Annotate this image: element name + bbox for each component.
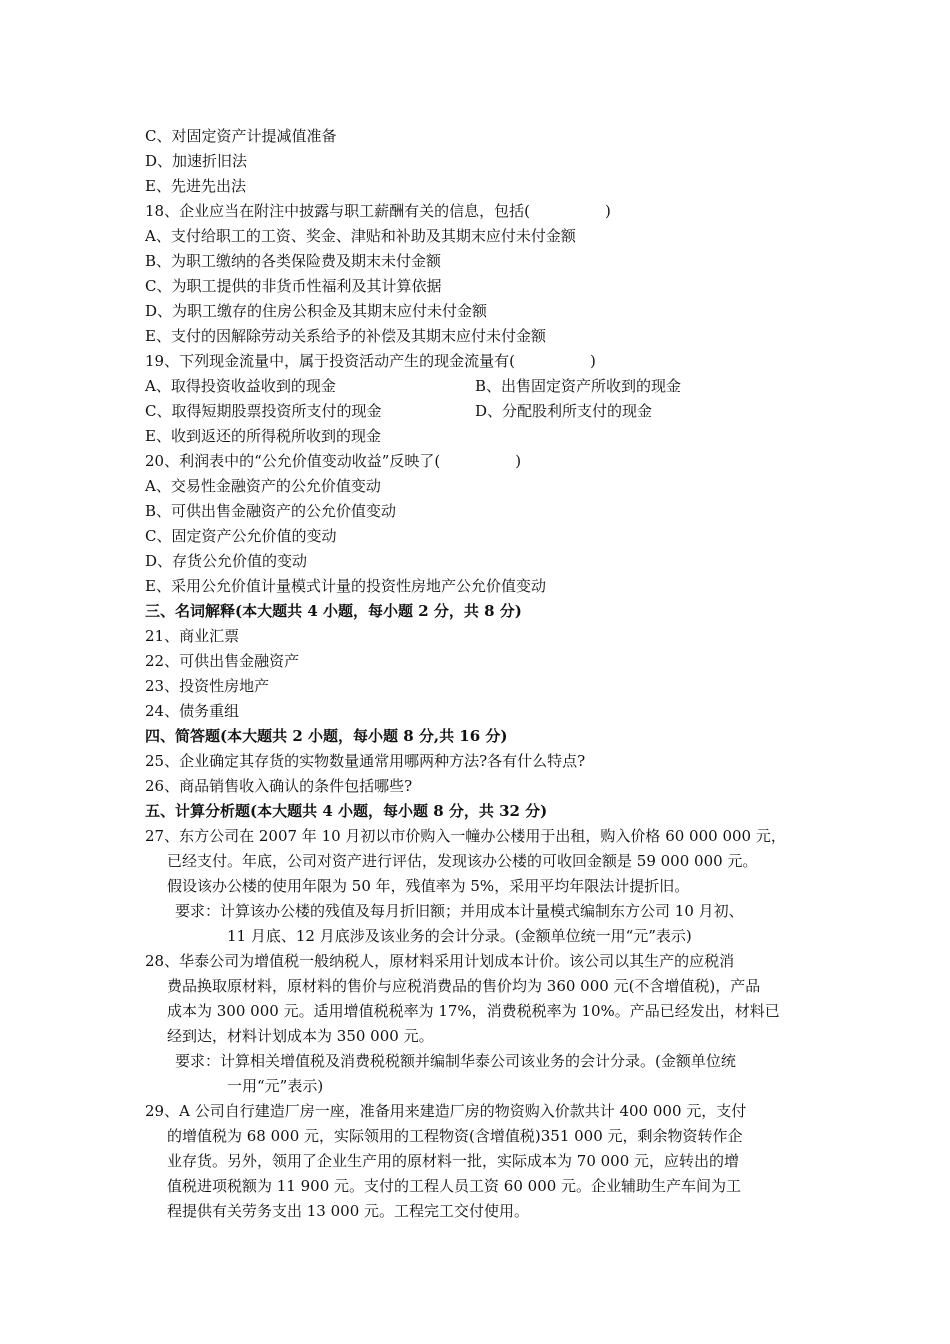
question-28-requirement-line1: 要求：计算相关增值税及消费税税额并编制华泰公司该业务的会计分录。(金额单位统 bbox=[175, 1052, 736, 1070]
option-19e: E、收到返还的所得税所收到的现金 bbox=[145, 427, 381, 445]
option-17e: E、先进先出法 bbox=[145, 177, 246, 195]
section-5-heading: 五、计算分析题(本大题共 4 小题，每小题 8 分，共 32 分) bbox=[145, 802, 548, 820]
option-18e: E、支付的因解除劳动关系给予的补偿及其期末应付未付金额 bbox=[145, 327, 546, 345]
question-28-line2: 费品换取原材料，原材料的售价与应税消费品的售价均为 360 000 元(不含增值税)，产品 bbox=[167, 977, 761, 995]
question-27-line3: 假设该办公楼的使用年限为 50 年，残值率为 5%，采用平均年限法计提折旧。 bbox=[167, 877, 690, 895]
option-17d: D、加速折旧法 bbox=[145, 152, 248, 170]
option-20a: A、交易性金融资产的公允价值变动 bbox=[145, 477, 381, 495]
question-27-requirement-line1: 要求：计算该办公楼的残值及每月折旧额；并用成本计量模式编制东方公司 10 月初、 bbox=[175, 902, 744, 920]
option-20e: E、采用公允价值计量模式计量的投资性房地产公允价值变动 bbox=[145, 577, 546, 595]
document-body bbox=[145, 124, 825, 1224]
question-22: 22、可供出售金融资产 bbox=[145, 652, 300, 670]
question-25: 25、企业确定其存货的实物数量通常用哪两种方法?各有什么特点? bbox=[145, 752, 586, 770]
option-19d: D、分配股利所支付的现金 bbox=[475, 402, 653, 420]
option-18c: C、为职工提供的非货币性福利及其计算依据 bbox=[145, 277, 442, 295]
options-19-row2 bbox=[145, 399, 825, 424]
option-17c: C、对固定资产计提减值准备 bbox=[145, 127, 337, 145]
question-29-line5: 程提供有关劳务支出 13 000 元。工程完工交付使用。 bbox=[167, 1202, 530, 1220]
question-20: 20、利润表中的“公允价值变动收益”反映了( ) bbox=[145, 452, 522, 470]
option-20c: C、固定资产公允价值的变动 bbox=[145, 527, 337, 545]
section-3-heading: 三、名词解释(本大题共 4 小题，每小题 2 分，共 8 分) bbox=[145, 602, 522, 620]
question-27-requirement-line2: 11 月底、12 月底涉及该业务的会计分录。(金额单位统一用“元”表示) bbox=[227, 927, 692, 945]
question-29-line4: 值税进项税额为 11 900 元。支付的工程人员工资 60 000 元。企业辅助生产车间为工 bbox=[167, 1177, 742, 1195]
option-19b: B、出售固定资产所收到的现金 bbox=[475, 377, 682, 395]
question-28-requirement-line2: 一用“元”表示) bbox=[227, 1077, 324, 1095]
option-20d: D、存货公允价值的变动 bbox=[145, 552, 308, 570]
question-29-line3: 业存货。另外，领用了企业生产用的原材料一批，实际成本为 70 000 元，应转出的增 bbox=[167, 1152, 740, 1170]
option-18d: D、为职工缴存的住房公积金及其期末应付未付金额 bbox=[145, 302, 488, 320]
option-20b: B、可供出售金融资产的公允价值变动 bbox=[145, 502, 397, 520]
question-28-line1: 28、华泰公司为增值税一般纳税人，原材料采用计划成本计价。该公司以其生产的应税消 bbox=[145, 952, 735, 970]
question-27-line1: 27、东方公司在 2007 年 10 月初以市价购入一幢办公楼用于出租，购入价格 60 000 000 元， bbox=[145, 827, 786, 845]
question-29-line2: 的增值税为 68 000 元，实际领用的工程物资(含增值税)351 000 元，剩余物资转作企 bbox=[167, 1127, 743, 1145]
question-19: 19、下列现金流量中，属于投资活动产生的现金流量有( ) bbox=[145, 352, 596, 370]
question-26: 26、商品销售收入确认的条件包括哪些? bbox=[145, 777, 413, 795]
section-4-heading: 四、简答题(本大题共 2 小题，每小题 8 分,共 16 分) bbox=[145, 727, 508, 745]
option-19a: A、取得投资收益收到的现金 bbox=[145, 377, 336, 395]
question-29-line1: 29、A 公司自行建造厂房一座，准备用来建造厂房的物资购入价款共计 400 000 元，支付 bbox=[145, 1102, 747, 1120]
option-18b: B、为职工缴纳的各类保险费及期末未付金额 bbox=[145, 252, 442, 270]
option-19c: C、取得短期股票投资所支付的现金 bbox=[145, 402, 382, 420]
question-28-line3: 成本为 300 000 元。适用增值税税率为 17%，消费税税率为 10%。产品已经发出，材料已 bbox=[167, 1002, 780, 1020]
question-27-line2: 已经支付。年底，公司对资产进行评估，发现该办公楼的可收回金额是 59 000 000 元。 bbox=[167, 852, 758, 870]
option-18a: A、支付给职工的工资、奖金、津贴和补助及其期末应付未付金额 bbox=[145, 227, 576, 245]
question-18: 18、企业应当在附注中披露与职工薪酬有关的信息，包括( ) bbox=[145, 202, 611, 220]
question-23: 23、投资性房地产 bbox=[145, 677, 270, 695]
question-21: 21、商业汇票 bbox=[145, 627, 240, 645]
question-28-line4: 经到达，材料计划成本为 350 000 元。 bbox=[167, 1027, 434, 1045]
question-24: 24、债务重组 bbox=[145, 702, 240, 720]
options-19-row1 bbox=[145, 374, 825, 399]
